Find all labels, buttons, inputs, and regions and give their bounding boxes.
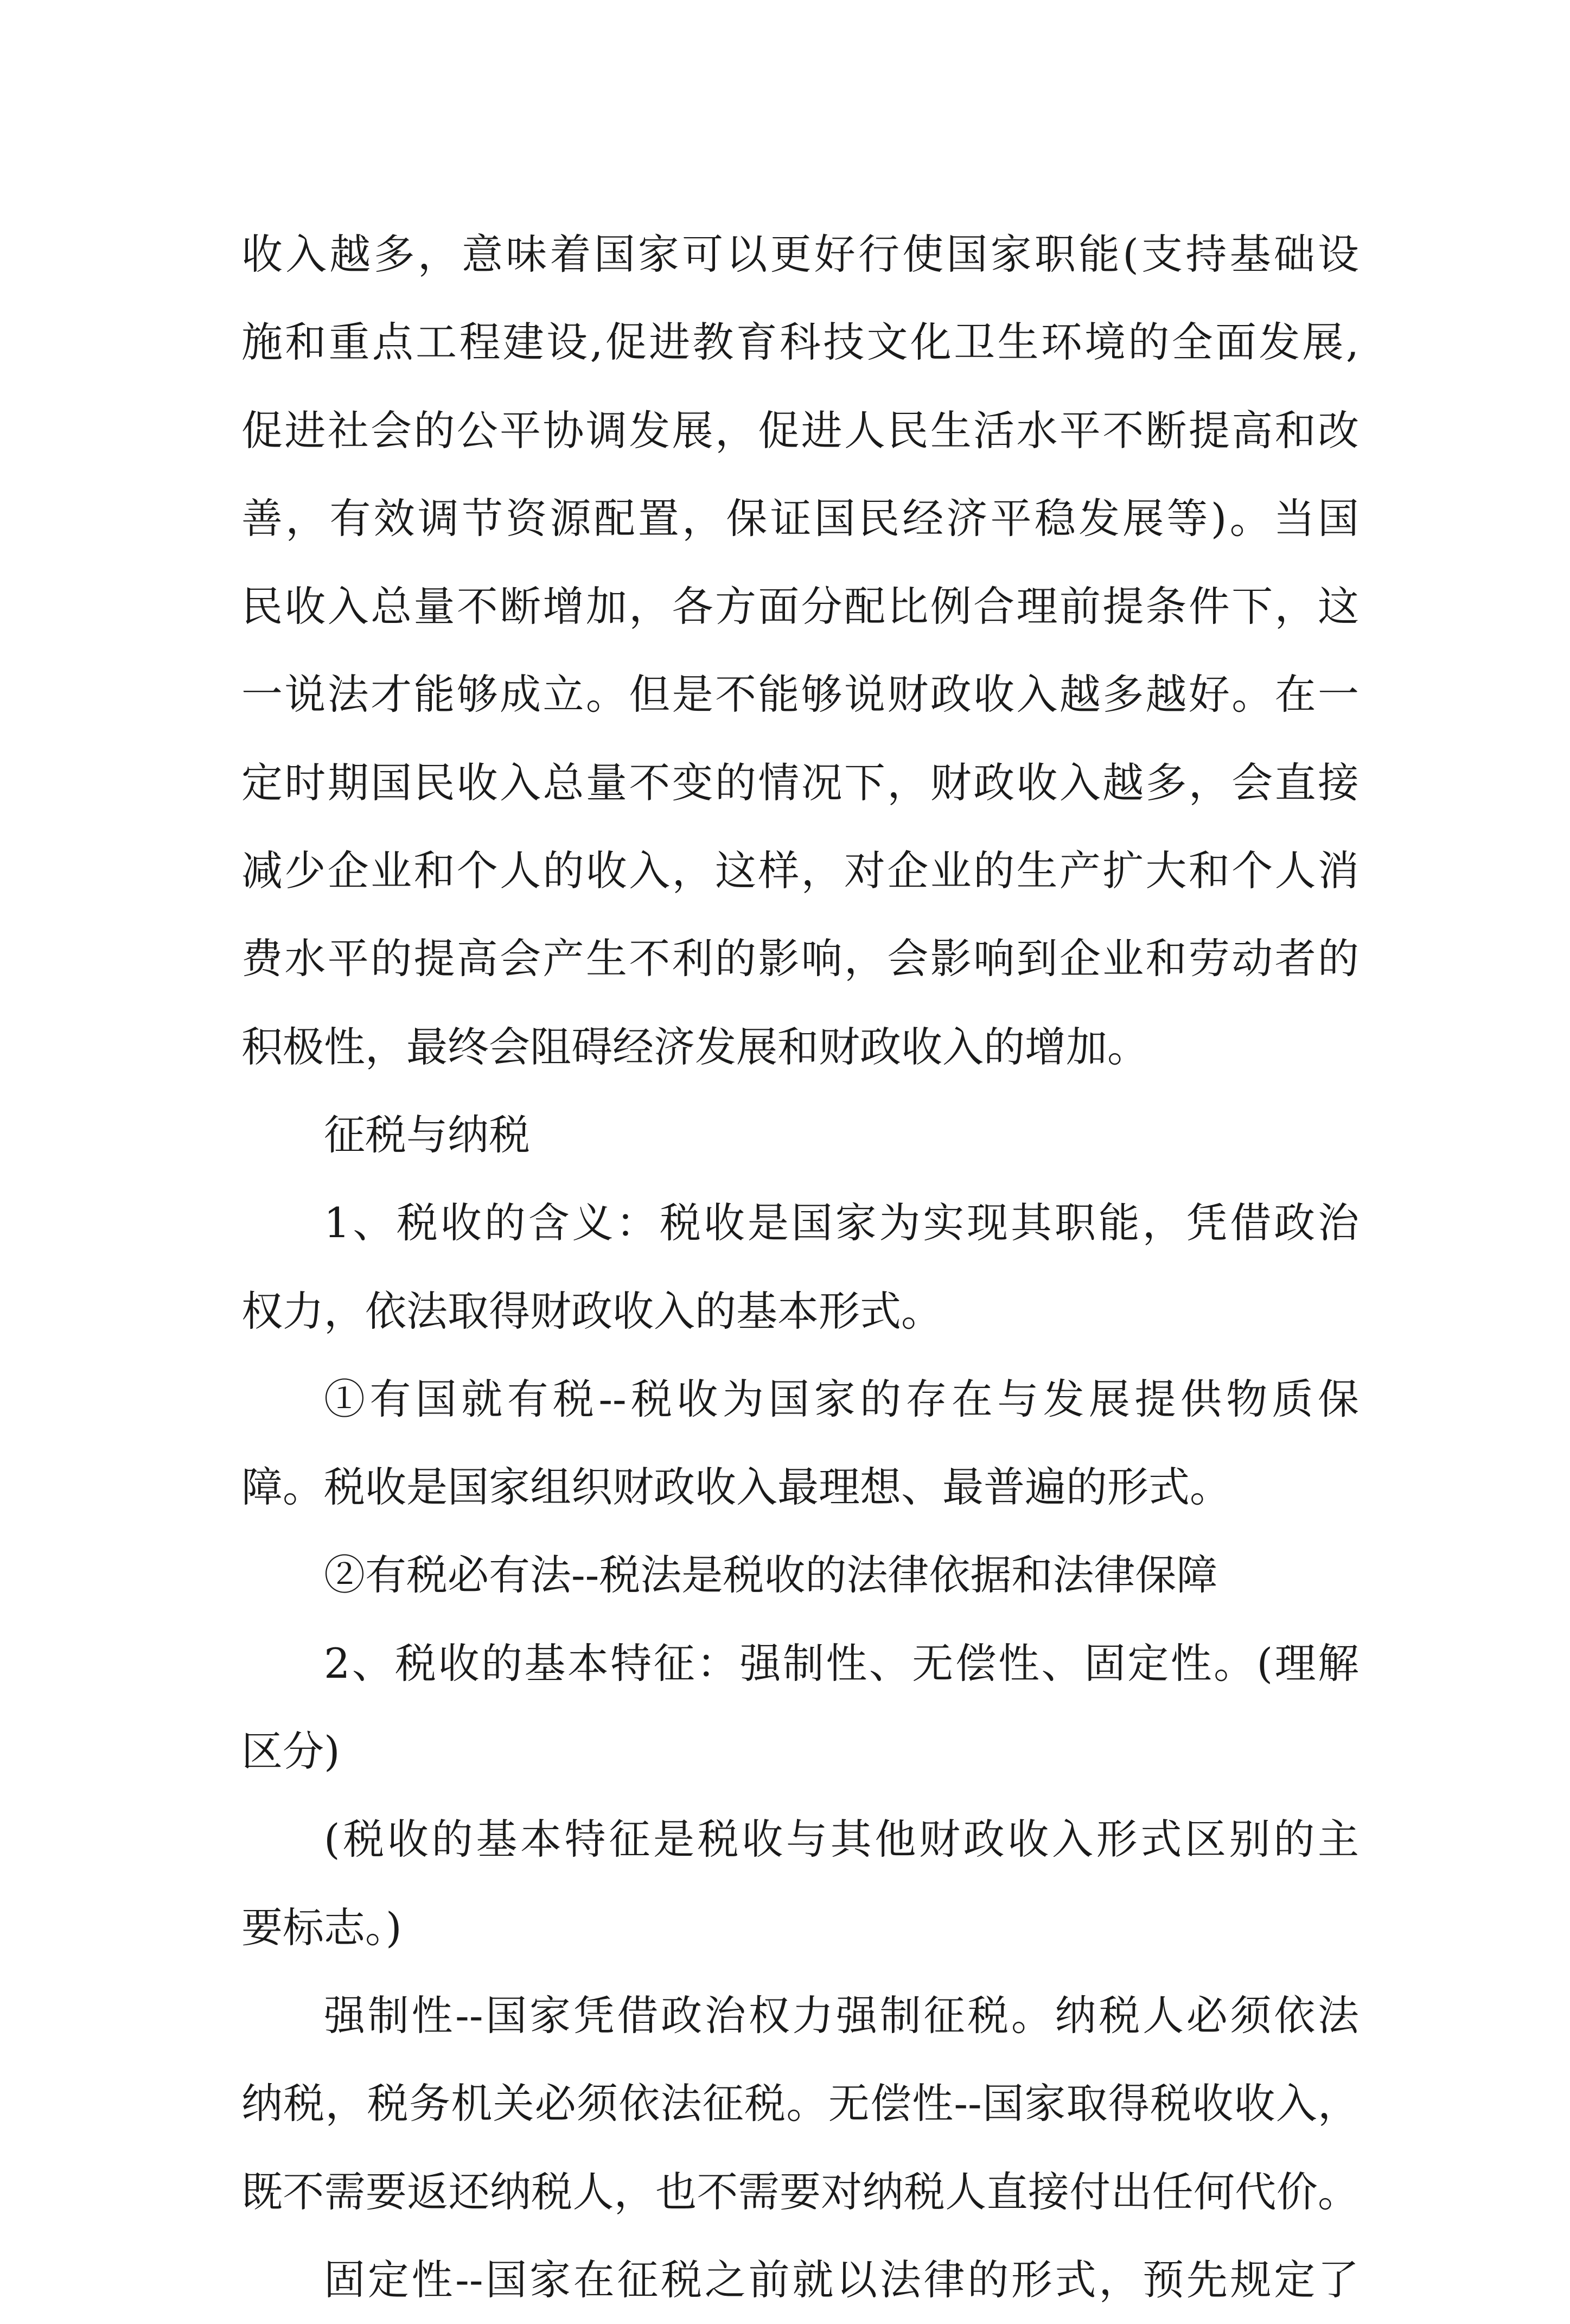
text-line: 民收入总量不断增加，各方面分配比例合理前提条件下，这	[241, 582, 1359, 631]
text-line: 善，有效调节资源配置，保证国民经济平稳发展等)。当国	[241, 494, 1359, 543]
text-line: 减少企业和个人的收入，这样，对企业的生产扩大和个人消	[241, 846, 1359, 895]
text-line: 2、税收的基本特征：强制性、无偿性、固定性。(理解	[324, 1639, 1359, 1688]
text-line: 积极性，最终会阻碍经济发展和财政收入的增加。	[241, 1022, 1148, 1071]
document-body	[241, 211, 1359, 2324]
text-line: 权力，依法取得财政收入的基本形式。	[241, 1287, 942, 1335]
text-line: 既不需要返还纳税人，也不需要对纳税人直接付出任何代价。	[241, 2167, 1359, 2216]
text-line: (税收的基本特征是税收与其他财政收入形式区别的主	[324, 1815, 1359, 1864]
text-line: 区分)	[241, 1727, 340, 1776]
text-line: 收入越多，意味着国家可以更好行使国家职能(支持基础设	[241, 230, 1359, 278]
text-line: 施和重点工程建设,促进教育科技文化卫生环境的全面发展,	[241, 318, 1359, 367]
text-line: 障。税收是国家组织财政收入最理想、最普遍的形式。	[241, 1463, 1231, 1512]
text-line: 强制性--国家凭借政治权力强制征税。纳税人必须依法	[324, 1991, 1359, 2040]
text-line: 促进社会的公平协调发展，促进人民生活水平不断提高和改	[241, 406, 1359, 455]
text-line: 费水平的提高会产生不利的影响，会影响到企业和劳动者的	[241, 934, 1359, 983]
text-line: 定时期国民收入总量不变的情况下，财政收入越多，会直接	[241, 758, 1359, 807]
text-line: 固定性--国家在征税之前就以法律的形式，预先规定了	[324, 2255, 1359, 2304]
text-line: ①有国就有税--税收为国家的存在与发展提供物质保	[324, 1374, 1359, 1423]
section-heading: 征税与纳税	[324, 1110, 530, 1159]
text-line: 纳税，税务机关必须依法征税。无偿性--国家取得税收收入，	[241, 2079, 1359, 2128]
text-line: 1、税收的含义：税收是国家为实现其职能，凭借政治	[324, 1199, 1359, 1247]
text-line: 要标志。)	[241, 1903, 402, 1952]
text-line: ②有税必有法--税法是税收的法律依据和法律保障	[324, 1551, 1218, 1600]
text-line: 一说法才能够成立。但是不能够说财政收入越多越好。在一	[241, 670, 1359, 719]
